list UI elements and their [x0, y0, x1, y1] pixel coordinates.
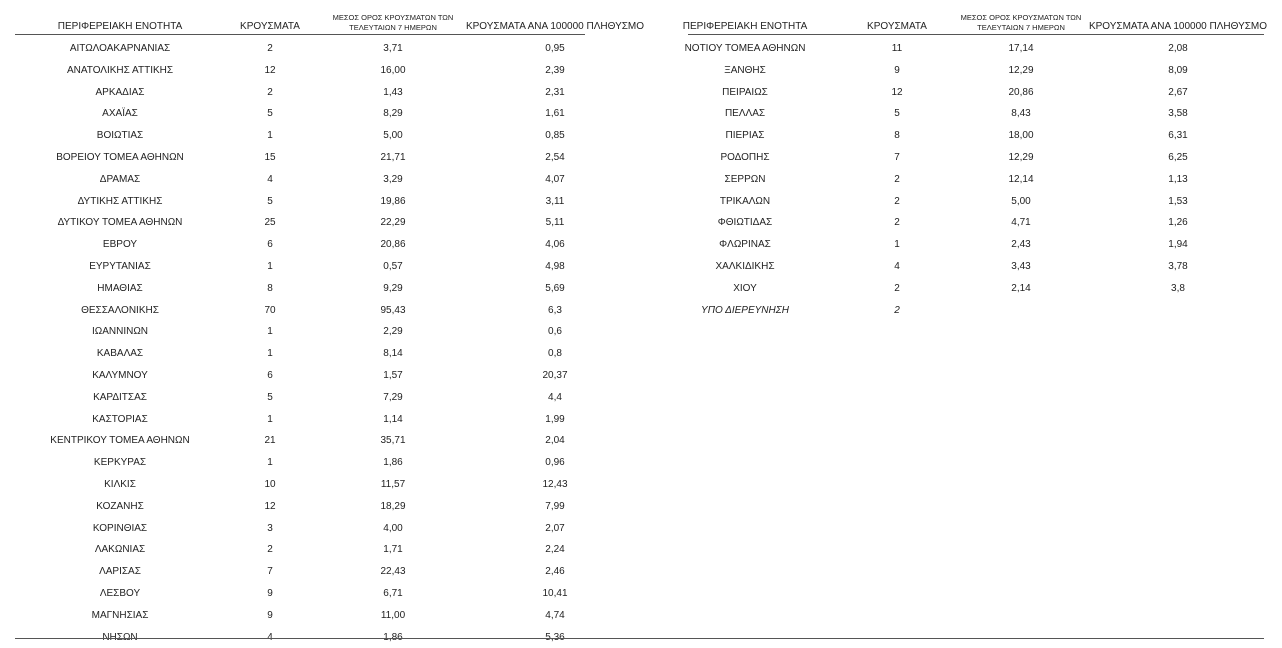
cell-avg7: 19,86 [380, 195, 406, 207]
cell-cases: 8 [267, 282, 273, 294]
header-region: ΠΕΡΙΦΕΡΕΙΑΚΗ ΕΝΟΤΗΤΑ [682, 21, 808, 32]
cell-cases: 9 [894, 64, 900, 76]
cell-region: ΧΑΛΚΙΔΙΚΗΣ [715, 261, 775, 272]
cell-per100k: 3,58 [1168, 108, 1188, 120]
header-divider [688, 34, 1264, 35]
cell-cases: 12 [264, 500, 276, 512]
cell-region: ΞΑΝΘΗΣ [724, 64, 766, 76]
cell-region: ΠΙΕΡΙΑΣ [725, 130, 765, 142]
cell-per100k: 1,94 [1168, 239, 1188, 251]
cell-region: ΛΑΡΙΣΑΣ [99, 566, 141, 578]
cell-per100k: 2,24 [545, 544, 565, 556]
cell-avg7: 1,71 [383, 544, 403, 556]
cell-cases: 2 [267, 86, 273, 98]
cell-cases: 15 [264, 152, 276, 163]
cell-region: ΕΒΡΟΥ [102, 239, 138, 251]
cell-avg7: 22,43 [380, 566, 406, 578]
cell-avg7: 18,00 [1008, 130, 1034, 142]
cell-per100k: 2,67 [1168, 86, 1188, 98]
cell-region: ΚΙΛΚΙΣ [104, 479, 136, 490]
cell-region: ΤΡΙΚΑΛΩΝ [719, 195, 771, 207]
cell-region: ΑΙΤΩΛΟΑΚΑΡΝΑΝΙΑΣ [69, 43, 171, 54]
cell-per100k: 2,04 [545, 435, 565, 447]
cell-region: ΒΟΙΩΤΙΑΣ [96, 130, 144, 142]
cell-avg7: 3,71 [383, 43, 403, 54]
cell-per100k: 0,96 [545, 457, 565, 469]
cell-per100k: 8,09 [1168, 64, 1188, 76]
cell-per100k: 2,08 [1168, 43, 1188, 54]
cell-cases: 6 [267, 239, 273, 251]
cell-per100k: 1,61 [545, 108, 565, 120]
cell-region: ΣΕΡΡΩΝ [724, 173, 766, 185]
cell-per100k: 5,69 [545, 282, 565, 294]
cell-region: ΚΑΣΤΟΡΙΑΣ [92, 413, 148, 425]
cell-cases: 1 [267, 261, 273, 272]
cell-per100k: 5,11 [545, 217, 565, 229]
cell-avg7: 20,86 [1008, 86, 1034, 98]
cell-avg7: 12,29 [1008, 64, 1034, 76]
cell-region: ΥΠΟ ΔΙΕΡΕΥΝΗΣΗ [701, 304, 789, 316]
cell-avg7: 0,57 [383, 261, 403, 272]
cell-cases: 4 [894, 261, 900, 272]
cell-cases: 5 [267, 195, 273, 207]
cell-region: ΛΕΣΒΟΥ [99, 588, 141, 599]
cell-region: ΠΕΛΛΑΣ [724, 108, 766, 120]
cell-per100k: 3,78 [1168, 261, 1188, 272]
cell-cases: 4 [267, 173, 273, 185]
cell-cases: 3 [267, 522, 273, 534]
cell-cases: 2 [894, 304, 900, 316]
cell-avg7: 11,00 [380, 609, 406, 621]
cell-cases: 11 [891, 43, 903, 54]
header-avg7 [961, 13, 1082, 33]
cell-avg7: 12,14 [1008, 173, 1034, 185]
cell-region: ΚΟΡΙΝΘΙΑΣ [92, 522, 148, 534]
cell-region: ΚΟΖΑΝΗΣ [96, 500, 144, 512]
cell-avg7: 8,14 [383, 348, 403, 360]
bottom-divider [15, 638, 1264, 639]
cell-region: ΦΘΙΩΤΙΔΑΣ [717, 217, 773, 229]
cell-per100k: 7,99 [545, 500, 565, 512]
cell-per100k: 12,43 [542, 479, 568, 490]
cell-cases: 2 [894, 282, 900, 294]
cell-avg7: 4,00 [383, 522, 403, 534]
cell-cases: 7 [894, 152, 900, 163]
cell-cases: 1 [267, 326, 273, 338]
cell-region: ΛΑΚΩΝΙΑΣ [94, 544, 146, 556]
cell-per100k: 4,74 [545, 609, 565, 621]
cell-per100k: 0,95 [545, 43, 565, 54]
header-avg7-line1: ΜΕΣΟΣ ΟΡΟΣ ΚΡΟΥΣΜΑΤΩΝ ΤΩΝ [960, 13, 1082, 22]
cell-per100k: 0,85 [545, 130, 565, 142]
cell-per100k: 2,46 [545, 566, 565, 578]
cell-region: ΚΕΝΤΡΙΚΟΥ ΤΟΜΕΑ ΑΘΗΝΩΝ [50, 435, 190, 447]
cell-region: ΔΥΤΙΚΗΣ ΑΤΤΙΚΗΣ [77, 195, 163, 207]
header-cases: ΚΡΟΥΣΜΑΤΑ [240, 21, 300, 32]
cell-region: ΔΥΤΙΚΟΥ ΤΟΜΕΑ ΑΘΗΝΩΝ [57, 217, 183, 229]
cell-per100k: 1,26 [1168, 217, 1188, 229]
header-avg7 [333, 13, 454, 33]
cell-per100k: 6,3 [548, 304, 562, 316]
cell-avg7: 3,29 [383, 173, 403, 185]
cell-per100k: 0,8 [548, 348, 562, 360]
cell-region: ΠΕΙΡΑΙΩΣ [722, 86, 768, 98]
cell-per100k: 1,13 [1168, 173, 1188, 185]
cell-region: ΗΜΑΘΙΑΣ [97, 282, 143, 294]
cell-per100k: 6,31 [1168, 130, 1188, 142]
cell-cases: 9 [267, 588, 273, 599]
cell-region: ΔΡΑΜΑΣ [99, 173, 141, 185]
cell-avg7: 11,57 [380, 479, 406, 490]
header-per100k: ΚΡΟΥΣΜΑΤΑ ΑΝΑ 100000 ΠΛΗΘΥΣΜΟ [1088, 21, 1268, 32]
header-divider [15, 34, 585, 35]
cell-region: ΑΝΑΤΟΛΙΚΗΣ ΑΤΤΙΚΗΣ [66, 64, 174, 76]
cell-cases: 1 [894, 239, 900, 251]
cell-cases: 5 [267, 108, 273, 120]
cell-region: ΜΑΓΝΗΣΙΑΣ [91, 609, 149, 621]
cell-region: ΒΟΡΕΙΟΥ ΤΟΜΕΑ ΑΘΗΝΩΝ [56, 152, 184, 163]
cell-cases: 1 [267, 413, 273, 425]
header-avg7-line1: ΜΕΣΟΣ ΟΡΟΣ ΚΡΟΥΣΜΑΤΩΝ ΤΩΝ [332, 13, 454, 22]
cell-avg7: 1,57 [383, 370, 403, 381]
cell-per100k: 2,54 [545, 152, 565, 163]
cell-cases: 2 [267, 544, 273, 556]
cell-per100k: 4,06 [545, 239, 565, 251]
cell-region: ΚΑΡΔΙΤΣΑΣ [93, 391, 147, 403]
cell-region: ΚΕΡΚΥΡΑΣ [93, 457, 147, 469]
cell-avg7: 1,43 [383, 86, 403, 98]
cell-region: ΘΕΣΣΑΛΟΝΙΚΗΣ [81, 304, 159, 316]
cell-avg7: 35,71 [380, 435, 406, 447]
cell-per100k: 20,37 [542, 370, 568, 381]
cell-cases: 10 [264, 479, 276, 490]
header-avg7-line2: ΤΕΛΕΥΤΑΙΩΝ 7 ΗΜΕΡΩΝ [349, 23, 437, 32]
cell-avg7: 18,29 [380, 500, 406, 512]
cell-region: ΑΧΑΪΑΣ [102, 108, 138, 120]
cell-region: ΧΙΟΥ [733, 282, 757, 294]
header-region: ΠΕΡΙΦΕΡΕΙΑΚΗ ΕΝΟΤΗΤΑ [57, 21, 183, 32]
cell-cases: 5 [267, 391, 273, 403]
cell-avg7: 8,29 [383, 108, 403, 120]
cell-cases: 25 [264, 217, 276, 229]
cell-per100k: 6,25 [1168, 152, 1188, 163]
header-per100k: ΚΡΟΥΣΜΑΤΑ ΑΝΑ 100000 ΠΛΗΘΥΣΜΟ [465, 21, 645, 32]
cell-avg7: 4,71 [1011, 217, 1031, 229]
cell-region: ΦΛΩΡΙΝΑΣ [719, 239, 771, 251]
cell-per100k: 3,8 [1171, 282, 1185, 294]
cell-region: ΑΡΚΑΔΙΑΣ [95, 86, 145, 98]
header-cases: ΚΡΟΥΣΜΑΤΑ [867, 21, 927, 32]
cell-avg7: 16,00 [380, 64, 406, 76]
cell-per100k: 2,07 [545, 522, 565, 534]
cell-avg7: 5,00 [1011, 195, 1031, 207]
cell-avg7: 2,14 [1011, 282, 1031, 294]
cell-cases: 1 [267, 348, 273, 360]
cell-avg7: 1,86 [383, 457, 403, 469]
cell-avg7: 8,43 [1011, 108, 1031, 120]
cell-region: ΚΑΛΥΜΝΟΥ [92, 370, 148, 381]
cell-per100k: 1,53 [1168, 195, 1188, 207]
cell-avg7: 1,14 [383, 413, 403, 425]
cell-avg7: 5,00 [383, 130, 403, 142]
cell-per100k: 3,11 [545, 195, 565, 207]
cell-avg7: 95,43 [380, 304, 406, 316]
cell-per100k: 4,98 [545, 261, 565, 272]
cell-cases: 1 [267, 457, 273, 469]
cell-avg7: 3,43 [1011, 261, 1031, 272]
cell-region: ΝΟΤΙΟΥ ΤΟΜΕΑ ΑΘΗΝΩΝ [684, 43, 806, 54]
cell-per100k: 1,99 [545, 413, 565, 425]
cell-avg7: 12,29 [1008, 152, 1034, 163]
cell-per100k: 4,07 [545, 173, 565, 185]
cell-per100k: 4,4 [548, 391, 562, 403]
cell-avg7: 20,86 [380, 239, 406, 251]
cell-per100k: 10,41 [542, 588, 568, 599]
cell-region: ΙΩΑΝΝΙΝΩΝ [91, 326, 149, 338]
cell-cases: 7 [267, 566, 273, 578]
cell-cases: 2 [894, 195, 900, 207]
cell-avg7: 9,29 [383, 282, 403, 294]
cell-avg7: 2,43 [1011, 239, 1031, 251]
cell-avg7: 6,71 [383, 588, 403, 599]
cell-per100k: 2,31 [545, 86, 565, 98]
cell-region: ΕΥΡΥΤΑΝΙΑΣ [89, 261, 151, 272]
cell-cases: 2 [894, 217, 900, 229]
cell-per100k: 2,39 [545, 64, 565, 76]
cell-cases: 12 [264, 64, 276, 76]
cell-per100k: 0,6 [548, 326, 562, 338]
cell-avg7: 2,29 [383, 326, 403, 338]
cell-region: ΚΑΒΑΛΑΣ [96, 348, 144, 360]
cell-cases: 5 [894, 108, 900, 120]
cell-avg7: 21,71 [380, 152, 406, 163]
cell-cases: 12 [891, 86, 903, 98]
cell-avg7: 17,14 [1008, 43, 1034, 54]
cell-cases: 70 [264, 304, 276, 316]
cell-cases: 2 [894, 173, 900, 185]
cell-cases: 8 [894, 130, 900, 142]
cell-cases: 1 [267, 130, 273, 142]
cell-cases: 21 [264, 435, 276, 447]
cell-avg7: 22,29 [380, 217, 406, 229]
cell-cases: 6 [267, 370, 273, 381]
cell-cases: 2 [267, 43, 273, 54]
header-avg7-line2: ΤΕΛΕΥΤΑΙΩΝ 7 ΗΜΕΡΩΝ [977, 23, 1065, 32]
cell-region: ΡΟΔΟΠΗΣ [720, 152, 770, 163]
cell-avg7: 7,29 [383, 391, 403, 403]
cell-cases: 9 [267, 609, 273, 621]
